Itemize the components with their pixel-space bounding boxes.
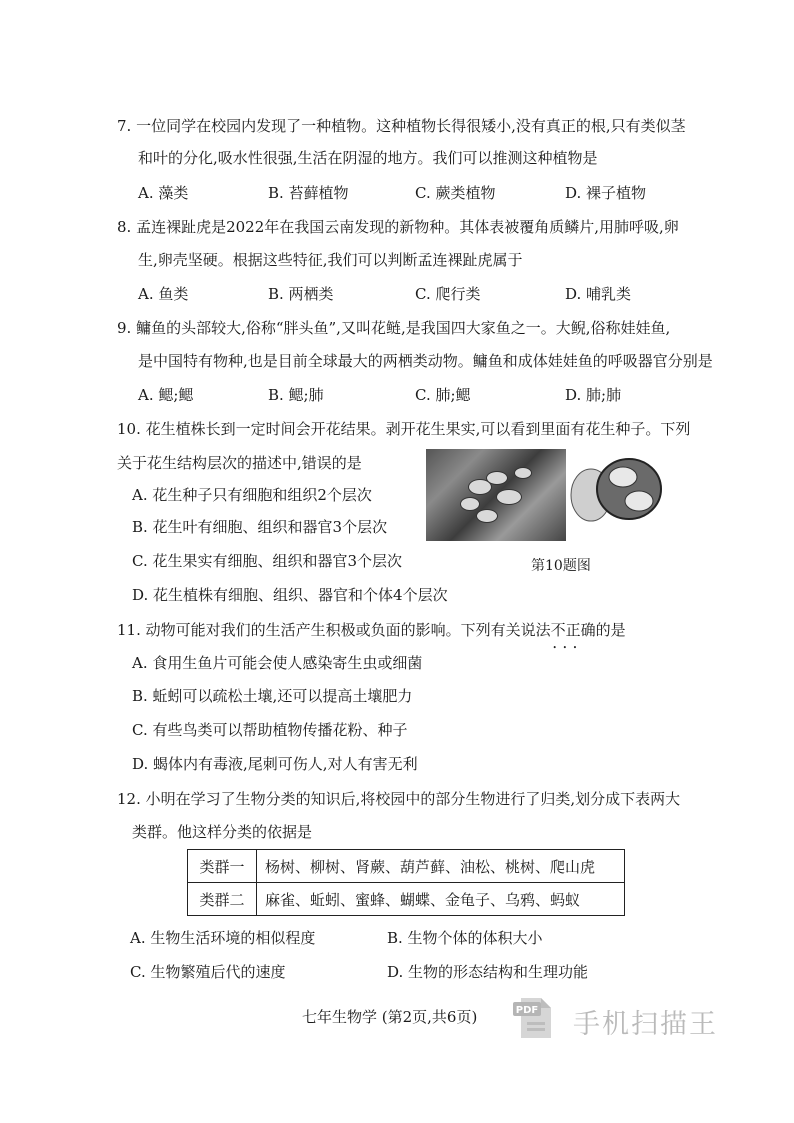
q10-option-c: C. 花生果实有细胞、组织和器官3个层次 xyxy=(132,552,403,570)
q7-option-d: D. 裸子植物 xyxy=(565,184,647,202)
q8-stem-line2: 生,卵壳坚硬。根据这些特征,我们可以判断孟连裸趾虎属于 xyxy=(138,251,523,269)
q11-option-b: B. 蚯蚓可以疏松土壤,还可以提高土壤肥力 xyxy=(132,687,413,705)
q9-stem-line1: 9. 鳙鱼的头部较大,俗称“胖头鱼”,又叫花鲢,是我国四大家鱼之一。大鲵,俗称娃娃鱼, xyxy=(117,319,671,337)
q7-option-a: A. 藻类 xyxy=(138,184,189,202)
q10-option-d: D. 花生植株有细胞、组织、器官和个体4个层次 xyxy=(132,586,448,604)
q10-figure-caption: 第10题图 xyxy=(531,558,591,574)
page-footer: 七年生物学 (第2页,共6页) xyxy=(302,1008,478,1026)
q12-option-b: B. 生物个体的体积大小 xyxy=(387,929,543,947)
q12-stem-line1: 12. 小明在学习了生物分类的知识后,将校园中的部分生物进行了归类,划分成下表两大 xyxy=(117,790,681,808)
q9-option-a: A. 鳃;鳃 xyxy=(138,386,194,404)
q7-option-c: C. 蕨类植物 xyxy=(415,184,496,202)
table-cell-group: 类群一 xyxy=(188,850,257,883)
q7-stem-line2: 和叶的分化,吸水性很强,生活在阴湿的地方。我们可以推测这种植物是 xyxy=(138,149,598,167)
pdf-doc-icon xyxy=(511,994,559,1042)
q8-option-b: B. 两栖类 xyxy=(268,285,334,303)
peanut-seed-photo xyxy=(569,449,667,541)
q7-stem-line1: 7. 一位同学在校园内发现了一种植物。这种植物长得很矮小,没有真正的根,只有类似茎 xyxy=(117,117,686,135)
table-row xyxy=(188,883,625,916)
q11-stem-emphasis: 不正确 ••• xyxy=(551,621,596,639)
q8-option-c: C. 爬行类 xyxy=(415,285,481,303)
q12-option-d: D. 生物的形态结构和生理功能 xyxy=(387,963,589,981)
q9-option-b: B. 鳃;肺 xyxy=(268,386,324,404)
q10-option-a: A. 花生种子只有细胞和组织2个层次 xyxy=(132,486,372,504)
q11-stem-line1 xyxy=(117,620,626,640)
q8-option-a: A. 鱼类 xyxy=(138,285,189,303)
q11-stem-pre: 11. 动物可能对我们的生活产生积极或负面的影响。下列有关说法 xyxy=(117,621,551,639)
q8-stem-line1: 8. 孟连裸趾虎是2022年在我国云南发现的新物种。其体表被覆角质鳞片,用肺呼吸,卵 xyxy=(117,218,679,236)
q10-option-b: B. 花生叶有细胞、组织和器官3个层次 xyxy=(132,518,388,536)
q7-option-b: B. 苔藓植物 xyxy=(268,184,349,202)
q8-option-d: D. 哺乳类 xyxy=(565,285,632,303)
pdf-badge-label: PDF xyxy=(515,1005,539,1016)
q11-option-c: C. 有些鸟类可以帮助植物传播花粉、种子 xyxy=(132,721,408,739)
q9-stem-line2: 是中国特有物种,也是目前全球最大的两栖类动物。鳙鱼和成体娃娃鱼的呼吸器官分别是 xyxy=(138,352,713,370)
q11-stem-post: 的是 xyxy=(595,621,626,639)
table-cell-group: 类群二 xyxy=(188,883,257,916)
q11-option-a: A. 食用生鱼片可能会使人感染寄生虫或细菌 xyxy=(132,654,423,672)
watermark-text: 手机扫描王 xyxy=(573,1009,718,1040)
q10-stem-line2: 关于花生结构层次的描述中,错误的是 xyxy=(117,454,362,472)
peanut-plant-photo xyxy=(426,449,566,541)
table-cell-members: 杨树、柳树、肾蕨、葫芦藓、油松、桃树、爬山虎 xyxy=(257,850,625,883)
q12-option-c: C. 生物繁殖后代的速度 xyxy=(130,963,286,981)
q9-option-d: D. 肺;肺 xyxy=(565,386,622,404)
q12-option-a: A. 生物生活环境的相似程度 xyxy=(130,929,316,947)
q11-option-d: D. 蝎体内有毒液,尾刺可伤人,对人有害无利 xyxy=(132,755,418,773)
q10-stem-line1: 10. 花生植株长到一定时间会开花结果。剥开花生果实,可以看到里面有花生种子。下列 xyxy=(117,420,691,438)
table-row xyxy=(188,850,625,883)
q9-option-c: C. 肺;鳃 xyxy=(415,386,471,404)
q12-stem-line2: 类群。他这样分类的依据是 xyxy=(132,823,313,841)
classification-table xyxy=(187,849,625,916)
table-cell-members: 麻雀、蚯蚓、蜜蜂、蝴蝶、金龟子、乌鸦、蚂蚁 xyxy=(257,883,625,916)
